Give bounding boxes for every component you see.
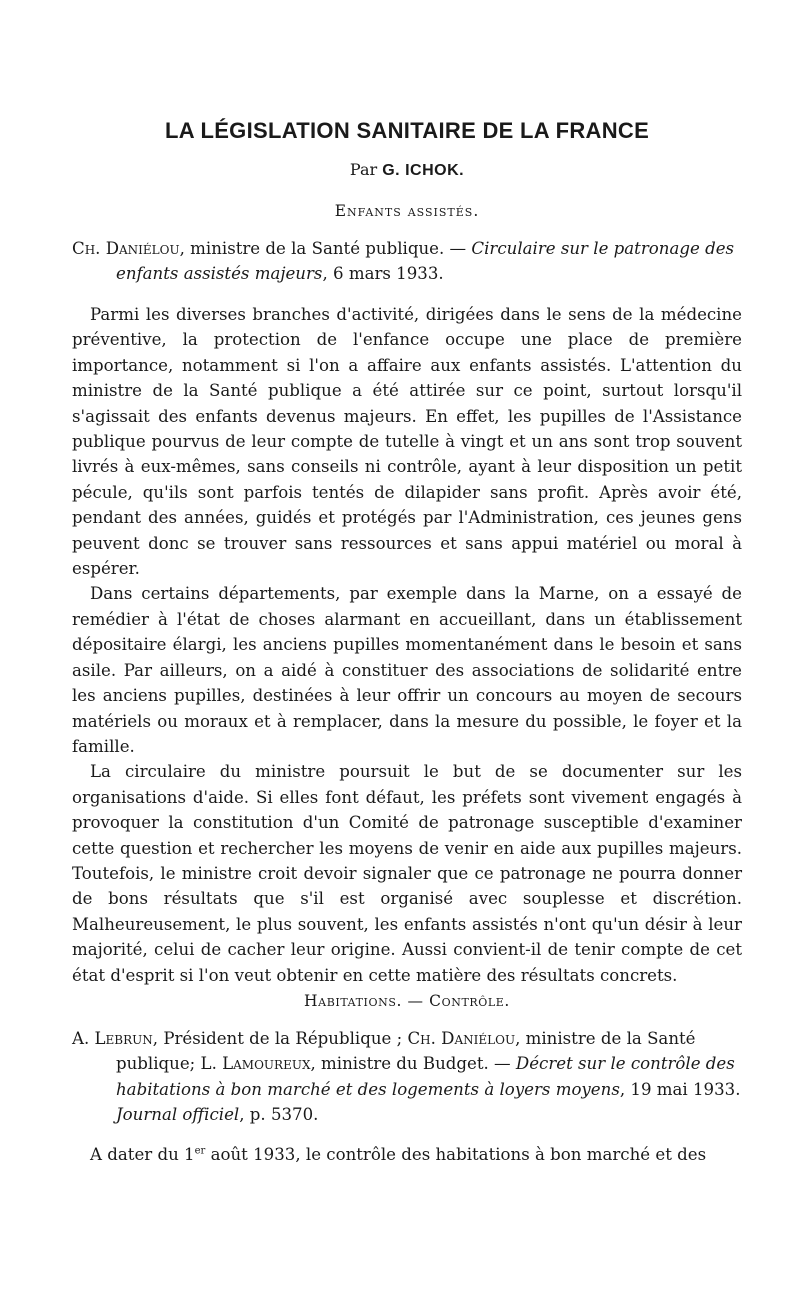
journal-page: , p. 5370. <box>239 1105 319 1125</box>
ordinal-superscript: er <box>194 1145 206 1157</box>
citation-role-1: , Président de la République ; <box>152 1028 408 1048</box>
paragraph-4-rest: août 1933, le contrôle des habitations à bon marché et des <box>205 1144 707 1164</box>
paragraph-1: Parmi les diverses branches d'activité, dirigées dans le sens de la médecine préventive, la protection de l'enfance occupe une place de première importance, notamment si l'on a affaire aux enfants assistés. L'attention du ministre de la Santé publique a été attirée sur ce point, surtout lorsqu'il s'agissait des enfants devenus majeurs. En effet, les pupilles de l'Assistance publique pourvus de leur compte de tutelle à vingt et un ans sont trop souvent livrés à eux-mêmes, sans conseils ni contrôle, ayant à leur disposition un petit pécule, qu'ils sont parfois tentés de dilapider sans profit. Après avoir été, pendant des années, guidés et protégés par l'Administration, ces jeunes gens peuvent donc se trouver sans ressources et sans appui matériel ou moral à espérer. <box>72 305 742 579</box>
citation-author-2: Ch. Daniélou <box>407 1028 516 1048</box>
paragraph-2: Dans certains départements, par exemple dans la Marne, on a essayé de remédier à l'état de choses alarmant en accueillant, dans un établissement dépositaire élargi, les anciens pupilles momentanément dans le besoin et sans asile. Par ailleurs, on a aidé à constituer des associations de solidarité entre les anciens pupilles, destinées à leur offrir un concours au moyen de secours matériels ou moraux et à remplacer, dans la mesure du possible, le foyer et la famille. <box>72 584 742 756</box>
journal-name: Journal officiel <box>116 1105 240 1125</box>
citation-role-2: , ministre de la Santé publique; <box>116 1028 696 1074</box>
citation-role: , ministre de la Santé publique. — <box>179 239 472 258</box>
citation-title: Circulaire sur le patronage des enfants assistés majeurs <box>116 239 735 283</box>
citation-author-3: L. Lamoureux <box>200 1054 311 1074</box>
byline <box>72 160 742 180</box>
article-title: LA LÉGISLATION SANITAIRE DE LA FRANCE <box>164 118 650 143</box>
paragraph-4-start: A dater du 1 <box>90 1144 195 1164</box>
author-name: G. ICHOK. <box>382 162 465 179</box>
citation-author-1: A. Lebrun <box>72 1028 153 1048</box>
byline-prefix: Par <box>349 160 383 179</box>
citation-decret <box>72 1026 742 1128</box>
citation-date: , 6 mars 1933. <box>322 264 444 283</box>
decret-date: , 19 mai 1933. <box>619 1079 741 1099</box>
section-heading-enfants-assistes: Enfants assistés. <box>334 202 480 220</box>
citation-author: Ch. Daniélou <box>72 239 180 258</box>
document-page <box>72 112 742 1167</box>
paragraph-3: La circulaire du ministre poursuit le but de se documenter sur les organisations d'aide. Si elles font défaut, les préfets sont vivement engagés à provoquer la constitution d'un Comité de patronage susceptible d'examiner cette question et rechercher les moyens de venir en aide aux pupilles majeurs. Toutefois, le ministre croit devoir signaler que ce patronage ne pourra donner de bons résultats que s'il est organisé avec souplesse et discrétion. Malheureusement, le plus souvent, les enfants assistés n'ont qu'un désir à leur majorité, celui de cacher leur origine. Aussi convient-il de tenir compte de cet état d'esprit si l'on veut obtenir en cette matière des résultats concrets. <box>72 762 742 985</box>
section-heading-habitations: Habitations. — Contrôle. <box>304 991 510 1010</box>
citation-circulaire <box>72 236 742 286</box>
decret-title: Décret sur le contrôle des habitations à bon marché et des logements à loyers moyens <box>116 1054 735 1099</box>
citation-role-3: , ministre du Budget. — <box>310 1054 516 1074</box>
paragraph-4 <box>72 1142 742 1167</box>
